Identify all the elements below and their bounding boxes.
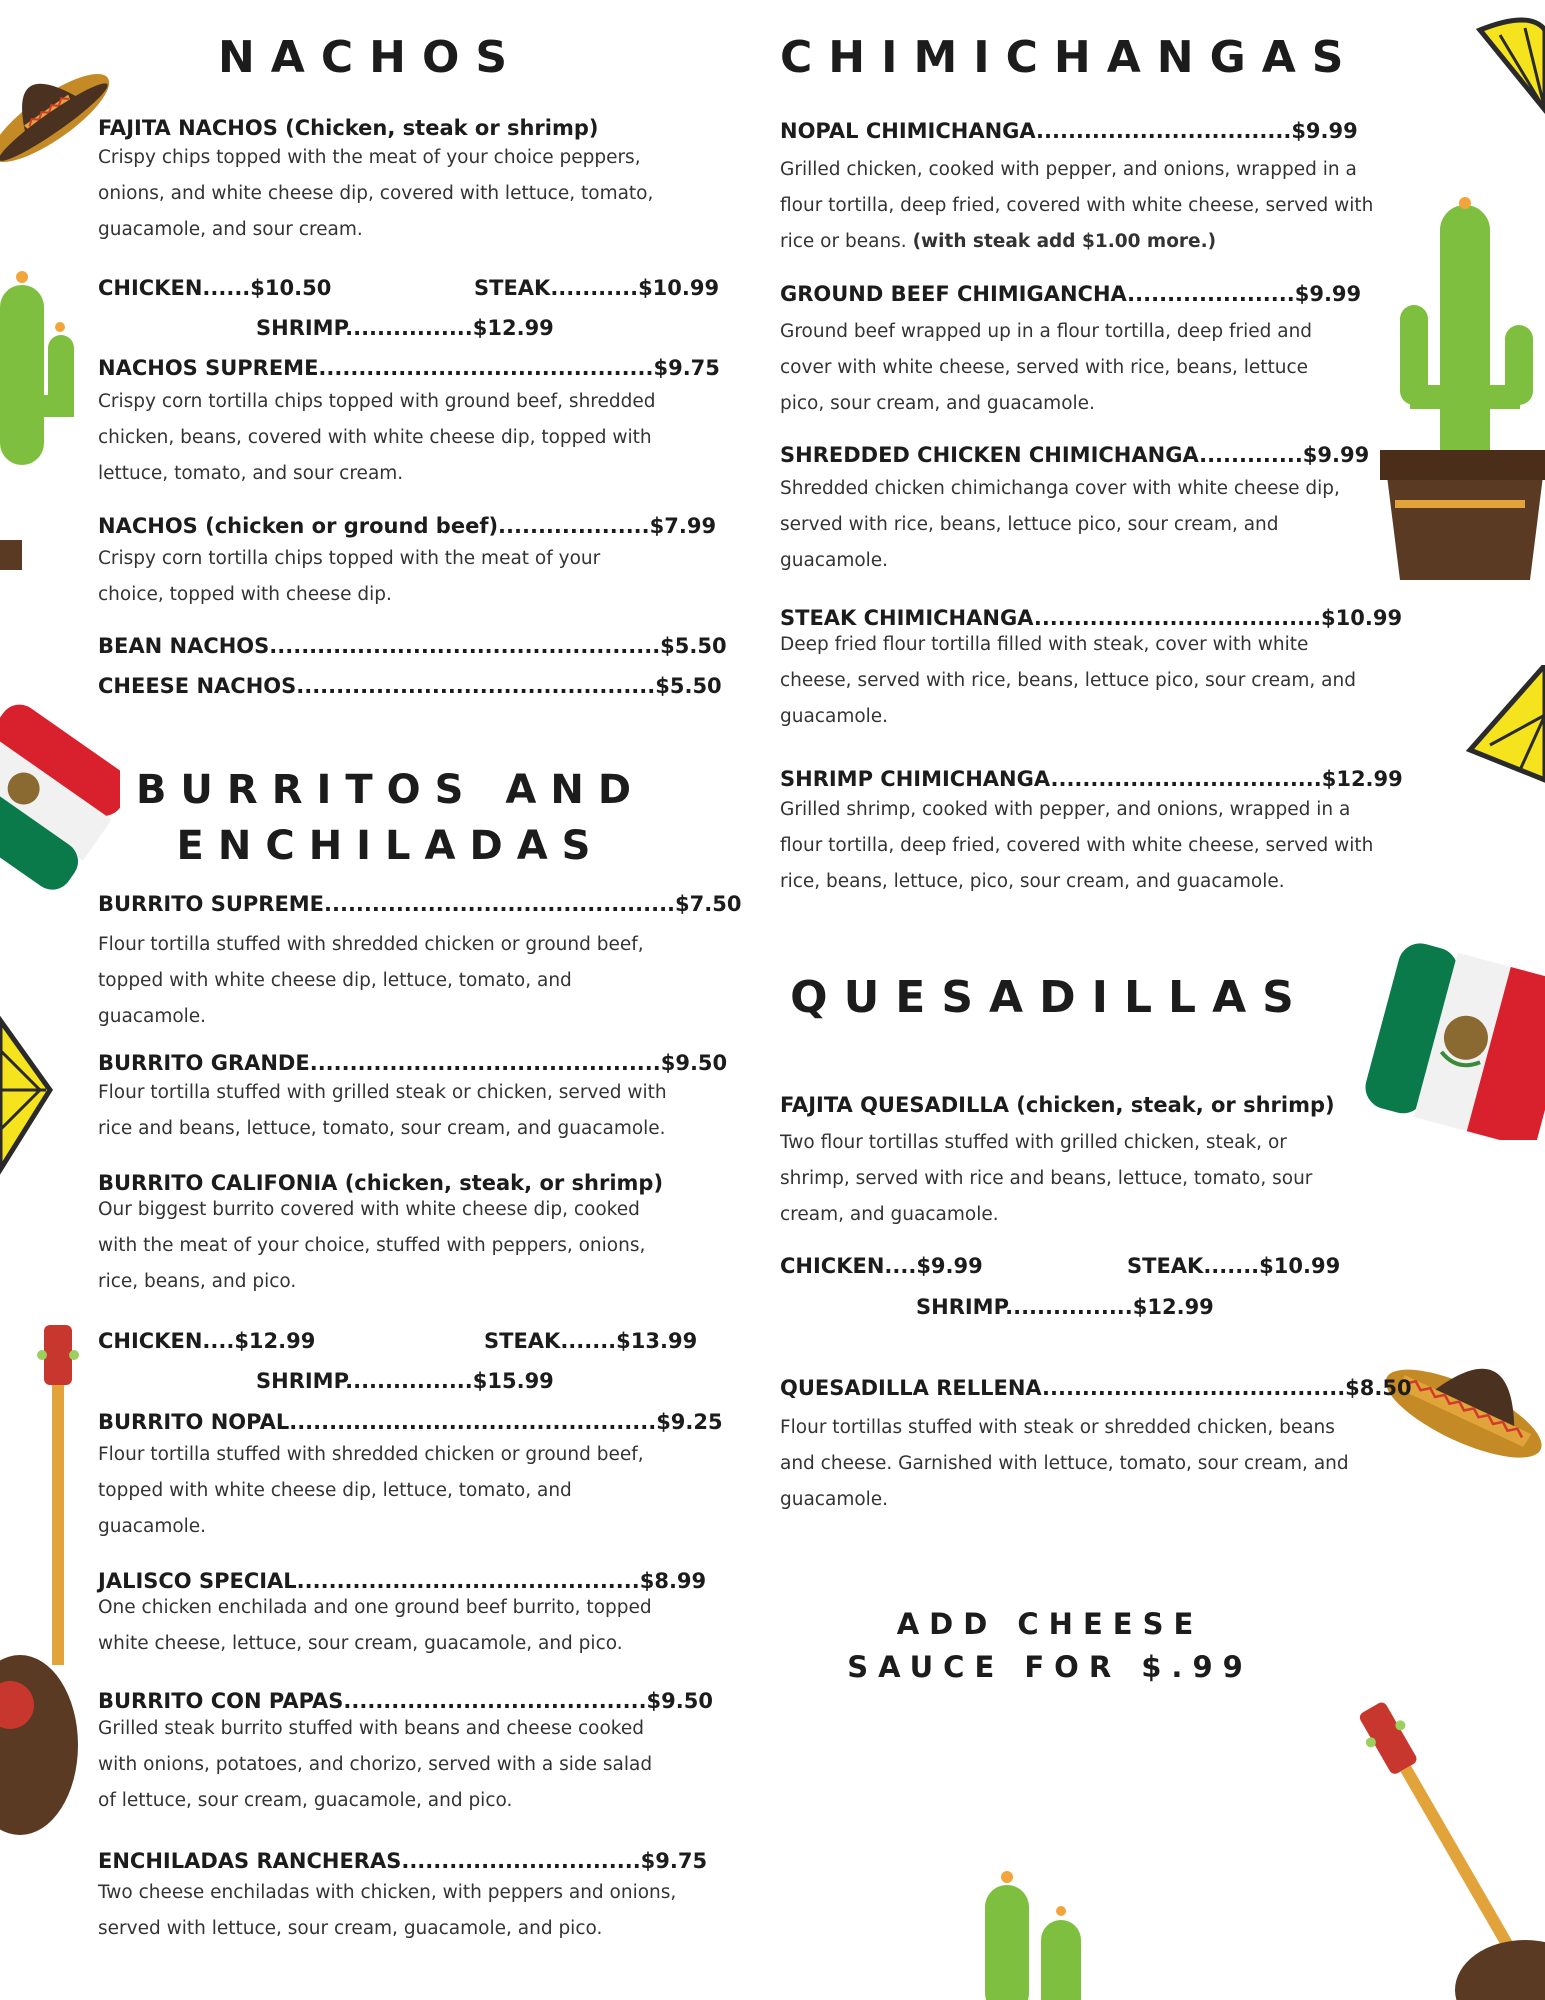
burrito-califonia-desc: Our biggest burrito covered with white cheese dip, cooked with the meat of your choice, stuffed with peppers, onions, rice, beans, and pico. [98,1199,646,1292]
lemon-icon [0,1010,60,1180]
burrito-califonia-shrimp-price: SHRIMP................$15.99 [256,1369,554,1393]
burrito-califonia-steak-price: STEAK.......$13.99 [484,1329,698,1353]
fajita-quesadilla-desc: Two flour tortillas stuffed with grilled chicken, steak, or shrimp, served with rice and beans, lettuce, tomato, sour cream, and guacamole. [780,1132,1313,1225]
fajita-nachos-shrimp-price: SHRIMP................$12.99 [256,316,554,340]
bean-nachos-name: BEAN NACHOS.................................................$5.50 [98,634,727,658]
nachos-title: NACHOS [217,32,524,83]
fajita-nachos-chicken-price: CHICKEN......$10.50 [98,276,332,300]
burrito-nopal-name: BURRITO NOPAL..............................................$9.25 [98,1410,723,1434]
steak-chimichanga-desc: Deep fried flour tortilla filled with steak, cover with white cheese, served with rice, beans, lettuce pico, sour cream, and guacamole. [780,634,1356,727]
lemon-icon [1460,10,1545,120]
sombrero-icon [1380,1305,1545,1495]
pot-icon [0,540,24,570]
nachos-supreme-name: NACHOS SUPREME..........................................$9.75 [98,356,720,380]
steak-chimichanga-name: STEAK CHIMICHANGA....................................$10.99 [780,606,1403,630]
cactus-pot-icon [1380,195,1545,585]
nachos-supreme-desc: Crispy corn tortilla chips topped with ground beef, shredded chicken, beans, covered with white cheese dip, topped with lettuce, tomato, and sour cream. [98,391,656,484]
nopal-chimichanga-name: NOPAL CHIMICHANGA................................$9.99 [780,119,1358,143]
quesadilla-rellena-name: QUESADILLA RELLENA......................................$8.50 [780,1376,1412,1400]
enchiladas-rancheras-desc: Two cheese enchiladas with chicken, with peppers and onions, served with lettuce, sour cream, guacamole, and pico. [98,1882,677,1939]
sombrero-icon [0,20,110,190]
burritos-title-line1: BURRITOS AND [135,767,646,813]
jalisco-special-name: JALISCO SPECIAL...........................................$8.99 [98,1569,707,1593]
add-cheese-line1: ADD CHEESE [896,1607,1204,1641]
fajita-quesadilla-name: FAJITA QUESADILLA (chicken, steak, or shrimp) [780,1093,1335,1117]
shrimp-chimichanga-name: SHRIMP CHIMICHANGA..................................$12.99 [780,767,1403,791]
ground-beef-chimichanga-desc: Ground beef wrapped up in a flour tortilla, deep fried and cover with white cheese, served with rice, beans, lettuce pico, sour cream, and guacamole. [780,321,1313,414]
nopal-chimichanga-note: (with steak add $1.00 more.) [912,231,1217,252]
shrimp-chimichanga-desc: Grilled shrimp, cooked with pepper, and onions, wrapped in a flour tortilla, deep fried, covered with white cheese, served with rice, beans, lettuce, pico, sour cream, and guacamole. [780,799,1374,892]
burritos-title-line2: ENCHILADAS [176,823,605,869]
nopal-chimichanga-desc [780,152,1375,260]
burrito-supreme-name: BURRITO SUPREME............................................$7.50 [98,892,742,916]
fajita-quesadilla-shrimp-price: SHRIMP................$12.99 [916,1295,1214,1319]
nopal-chimichanga-desc-text: Grilled chicken, cooked with pepper, and onions, wrapped in a flour tortilla, deep fried, covered with white cheese, served with rice or beans. [780,159,1374,252]
burrito-con-papas-desc: Grilled steak burrito stuffed with beans and cheese cooked with onions, potatoes, and chorizo, served with a side salad of lettuce, sour cream, guacamole, and pico. [98,1718,653,1811]
fajita-nachos-name: FAJITA NACHOS (Chicken, steak or shrimp) [98,116,599,140]
burrito-grande-name: BURRITO GRANDE............................................$9.50 [98,1051,728,1075]
shredded-chicken-chimichanga-desc: Shredded chicken chimichanga cover with white cheese dip, served with rice, beans, lettuce pico, sour cream, and guacamole. [780,478,1340,571]
nachos-name: NACHOS (chicken or ground beef)...................$7.99 [98,514,717,538]
burrito-califonia-chicken-price: CHICKEN....$12.99 [98,1329,316,1353]
fajita-nachos-desc: Crispy chips topped with the meat of your choice peppers, onions, and white cheese dip, covered with lettuce, tomato, guacamole, and sour cream. [98,147,654,240]
cheese-nachos-name: CHEESE NACHOS.............................................$5.50 [98,674,722,698]
ground-beef-chimichanga-name: GROUND BEEF CHIMIGANCHA.....................$9.99 [780,282,1362,306]
burrito-supreme-desc: Flour tortilla stuffed with shredded chicken or ground beef, topped with white cheese dip, lettuce, tomato, and guacamole. [98,934,644,1027]
burrito-califonia-name: BURRITO CALIFONIA (chicken, steak, or shrimp) [98,1171,664,1195]
cactus-icon [0,255,90,465]
guitar-icon [1355,1700,1545,2000]
chimichangas-title: CHIMICHANGAS [780,32,1360,83]
lemon-icon [1460,665,1545,785]
quesadillas-title: QUESADILLAS [790,972,1310,1023]
fajita-nachos-steak-price: STEAK...........$10.99 [474,276,720,300]
fajita-quesadilla-steak-price: STEAK.......$10.99 [1127,1254,1341,1278]
burrito-nopal-desc: Flour tortilla stuffed with shredded chicken or ground beef, topped with white cheese dip, lettuce, tomato, and guacamole. [98,1444,644,1537]
fajita-quesadilla-chicken-price: CHICKEN....$9.99 [780,1254,983,1278]
jalisco-special-desc: One chicken enchilada and one ground beef burrito, topped white cheese, lettuce, sour cream, guacamole, and pico. [98,1597,652,1654]
mexican-flag-icon [1365,940,1545,1140]
burrito-con-papas-name: BURRITO CON PAPAS......................................$9.50 [98,1689,713,1713]
cactus-icon [975,1865,1095,2000]
burrito-grande-desc: Flour tortilla stuffed with grilled steak or chicken, served with rice and beans, lettuce, tomato, sour cream, and guacamole. [98,1082,667,1139]
shredded-chicken-chimichanga-name: SHREDDED CHICKEN CHIMICHANGA.............$9.99 [780,443,1370,467]
add-cheese-line2: SAUCE FOR $.99 [847,1650,1253,1684]
quesadilla-rellena-desc: Flour tortillas stuffed with steak or shredded chicken, beans and cheese. Garnished with lettuce, tomato, sour cream, and guacamole. [780,1417,1349,1510]
guitar-icon [0,1325,90,1835]
nachos-desc: Crispy corn tortilla chips topped with the meat of your choice, topped with cheese dip. [98,548,601,605]
enchiladas-rancheras-name: ENCHILADAS RANCHERAS..............................$9.75 [98,1849,708,1873]
